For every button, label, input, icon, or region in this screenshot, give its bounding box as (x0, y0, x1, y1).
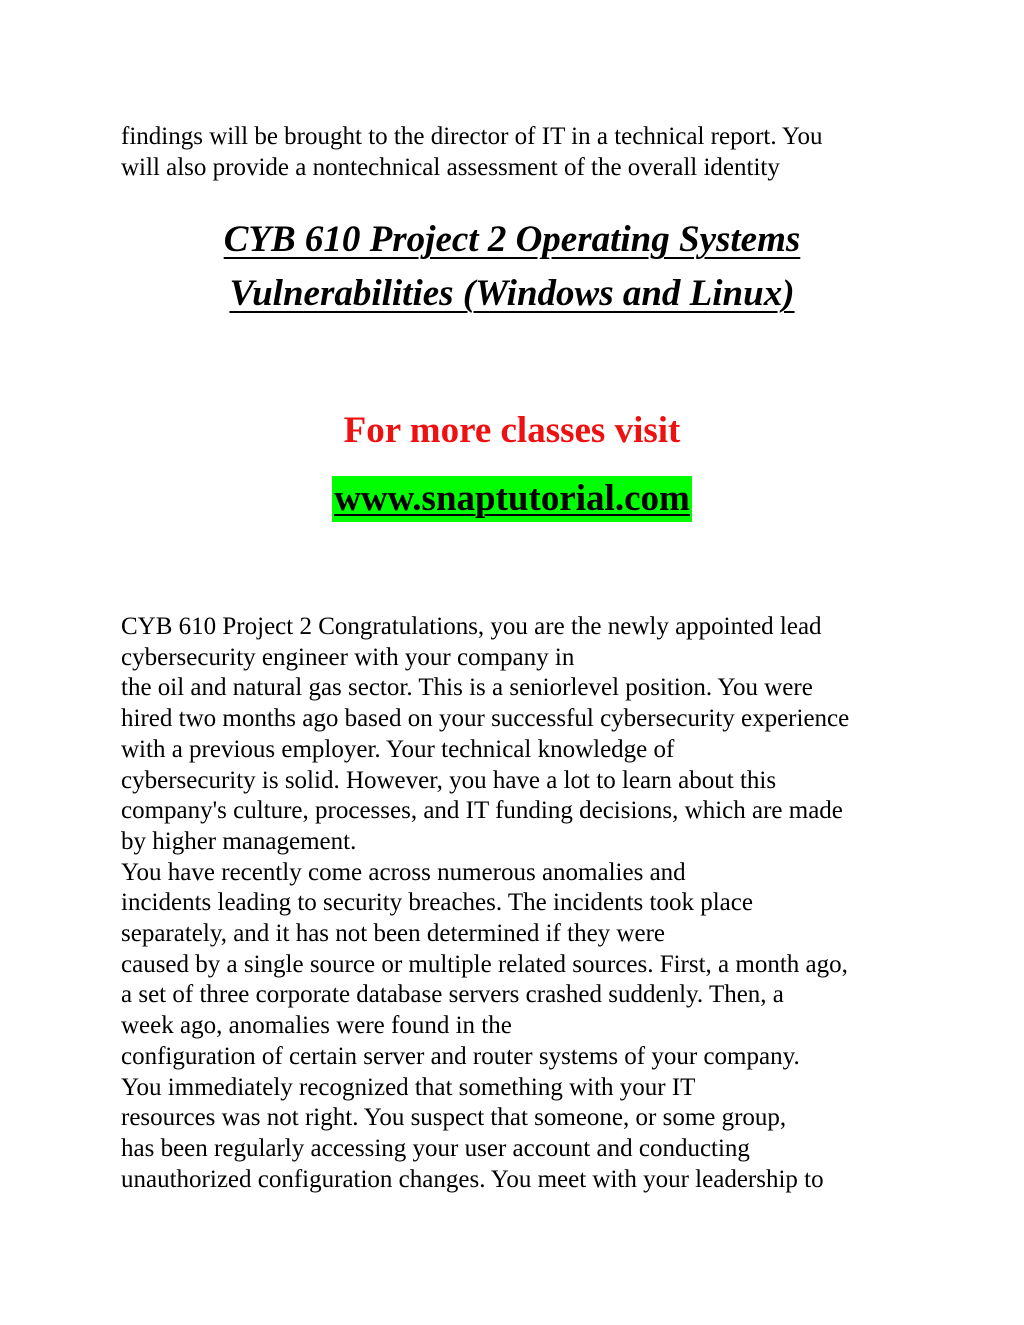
body-line: incidents leading to security breaches. The incidents took place (121, 889, 753, 917)
body-line: separately, and it has not been determined if they were (121, 920, 665, 948)
body-line: hired two months ago based on your successful cybersecurity experience (121, 705, 850, 733)
document-title (0, 213, 1024, 321)
body-line: You have recently come across numerous anomalies and (121, 858, 686, 886)
body-line: a set of three corporate database servers crashed suddenly. Then, a (121, 981, 784, 1009)
title-line: CYB 610 Project 2 Operating Systems (223, 219, 801, 260)
title-line: Vulnerabilities (Windows and Linux) (229, 273, 795, 314)
body-line: configuration of certain server and router systems of your company. (121, 1042, 800, 1070)
body-line: with a previous employer. Your technical knowledge of (121, 735, 675, 763)
body-line: has been regularly accessing your user account and conducting (121, 1134, 750, 1162)
body-line: caused by a single source or multiple related sources. First, a month ago, (121, 950, 848, 978)
site-link[interactable]: www.snaptutorial.com (332, 476, 692, 522)
intro-line: findings will be brought to the director of IT in a technical report. You (121, 123, 823, 150)
site-link-container (0, 476, 1024, 522)
body-line: the oil and natural gas sector. This is a seniorlevel position. You were (121, 674, 813, 702)
intro-paragraph (121, 121, 921, 183)
body-line: company's culture, processes, and IT funding decisions, which are made (121, 797, 843, 825)
body-line: unauthorized configuration changes. You meet with your leadership to (121, 1165, 824, 1193)
body-line: resources was not right. You suspect that someone, or some group, (121, 1104, 787, 1132)
body-line: by higher management. (121, 827, 357, 855)
promo-heading: For more classes visit (343, 410, 681, 451)
body-line: cybersecurity engineer with your company in (121, 643, 575, 671)
body-line: week ago, anomalies were found in the (121, 1012, 512, 1040)
body-line: CYB 610 Project 2 Congratulations, you are the newly appointed lead (121, 613, 822, 640)
body-line: You immediately recognized that something with your IT (121, 1073, 696, 1101)
body-line: cybersecurity is solid. However, you have a lot to learn about this (121, 766, 777, 794)
intro-line: will also provide a nontechnical assessment of the overall identity (121, 154, 780, 181)
body-paragraph (121, 612, 921, 1195)
